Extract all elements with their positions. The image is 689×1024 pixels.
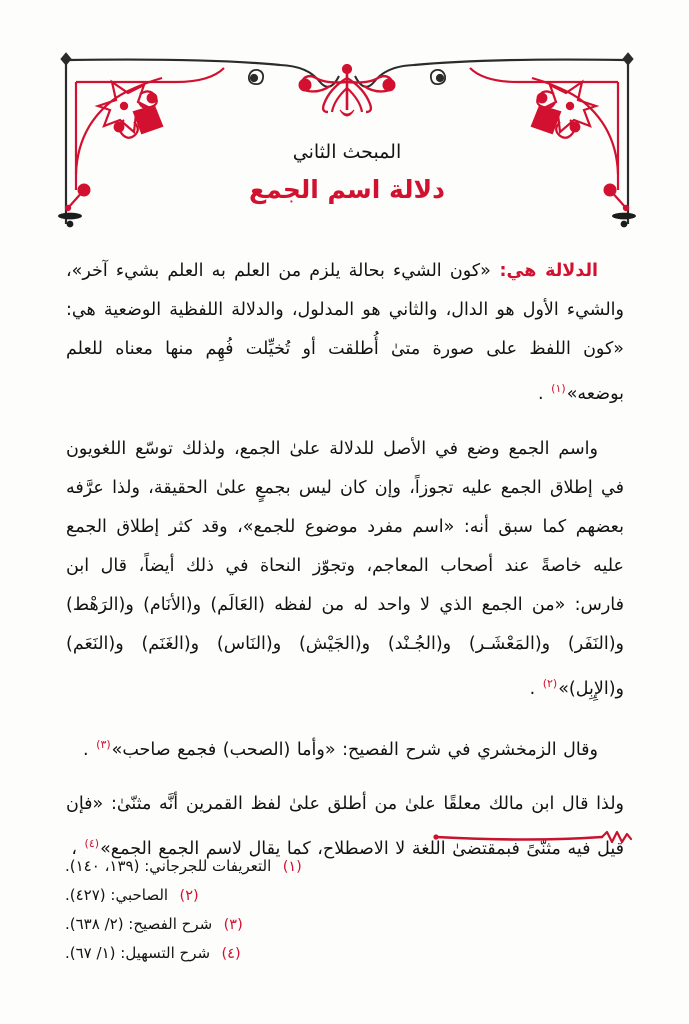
header-ornament-frame: [58, 48, 636, 224]
body-text: [66, 252, 624, 885]
paragraph-2: [66, 430, 624, 709]
center-floral-ornament: [299, 64, 395, 116]
corner-ornament-left: [58, 68, 224, 227]
footnote-item: [65, 910, 623, 939]
corner-ornament-right: [470, 68, 636, 227]
footnote-text: التعريفات للجرجاني: (١٣٩، ١٤٠).: [65, 857, 272, 875]
paragraph-4-text: ولذا قال ابن مالك معلقًا علىٰ من أطلق علىٰ لفظ القمرين أنَّه مثنّىٰ: «فإن قيل فيه مثنّىً فبمقتضىٰ اللغة لا الاصطلاح، كما يقال لاسم الجمع الجمع»: [66, 794, 624, 860]
paragraph-1-tail: .: [538, 383, 551, 404]
footnote-ref-4[interactable]: (٤): [84, 837, 100, 851]
paragraph-3-tail: .: [83, 739, 96, 760]
footnote-text: الصاحبي: (٤٢٧).: [65, 886, 169, 904]
paragraph-1-lead-suffix: :: [490, 261, 507, 281]
paragraph-1-lead: الدلالة هي: [506, 261, 599, 281]
paragraph-1-text: «كون الشيء بحالة يلزم من العلم به العلم بشيء آخر»، والشيء الأول هو الدال، والثاني هو المدلول، والدلالة اللفظية الوضعية هي: «كون اللفظ على صورة متىٰ أُطلقت أو تُخيِّلت فُهِم منها معناه للعلم بوضعه»: [66, 261, 624, 404]
footnote-ref-1[interactable]: (١): [551, 382, 566, 395]
footnote-text: شرح الفصيح: (٢/ ٦٣٨).: [65, 915, 213, 933]
paragraph-4-tail: ،: [71, 839, 84, 860]
footnote-number: (١): [282, 859, 302, 875]
footnote-ref-2[interactable]: (٢): [542, 676, 558, 690]
chapter-subtitle: دلالة اسم الجمع: [249, 174, 445, 204]
footnote-item: [65, 939, 623, 968]
footnote-item: [65, 852, 623, 881]
footnote-separator: [300, 828, 640, 850]
paragraph-3-text: وقال الزمخشري في شرح الفصيح: «وأما (الصحب) فجمع صاحب»: [111, 739, 598, 760]
footnote-number: (٢): [179, 888, 199, 904]
paragraph-2-text: واسم الجمع وضع في الأصل للدلالة علىٰ الجمع، ولذلك توسّع اللغويون في إطلاق الجمع عليه تجوزاً، وإن كان ليس بجمعٍ علىٰ الحقيقة، ولذا عرَّفه بعضهم كما سبق أنه: «اسم مفرد موضوع للجمع»، وقد كثر إطلاق الجمع عليه خاصةً عند أصحاب المعاجم، وتجوّز النحاة في ذلك أيضاً، قال ابن فارس: «من الجمع الذي لا واحد له من لفظه (العَالَم) و(الأنَام) و(الرَهْط) و(النَفَر) و(المَعْشَـر) و(الجُـنْد) و(الجَيْش) و(النَاس) و(الغَنَم) و(النَعَم) و(الإِبِل)»: [66, 438, 624, 699]
footnote-text: شرح التسهيل: (١/ ٦٧).: [65, 944, 211, 962]
paragraph-1: [66, 252, 624, 414]
paragraph-3: [66, 725, 624, 770]
footnote-ref-3[interactable]: (٣): [96, 737, 111, 751]
footnote-list: [65, 852, 623, 968]
footnote-number: (٣): [223, 917, 243, 933]
footnote-number: (٤): [221, 946, 241, 962]
paragraph-2-tail: .: [529, 678, 542, 699]
footnote-item: [65, 881, 623, 910]
chapter-title: المبحث الثاني: [292, 141, 402, 163]
